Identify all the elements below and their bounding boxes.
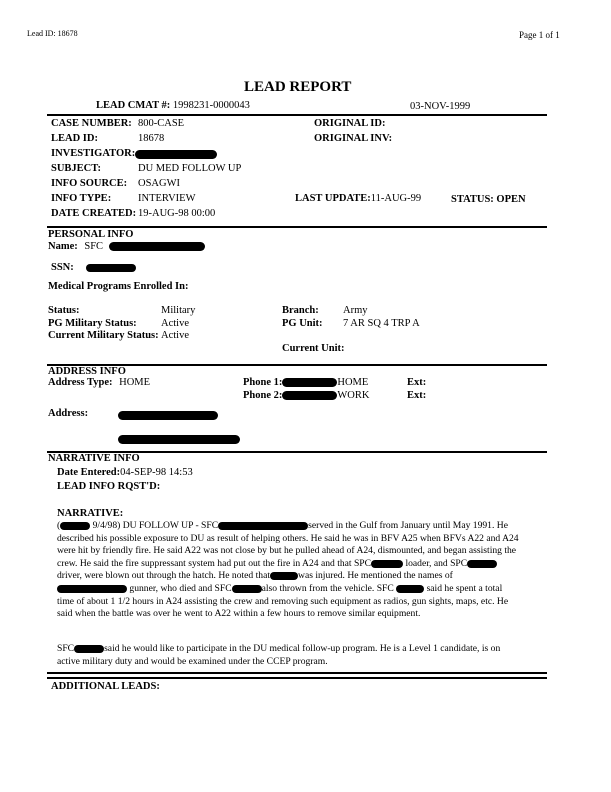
narrative-text: driver, were blown out through the hatch. He noted that xyxy=(57,570,271,582)
narrative-text: gunner, who died and SFC xyxy=(127,582,232,594)
status-mil-label: Status: xyxy=(48,305,80,316)
cmat-label: LEAD CMAT #: xyxy=(96,100,171,111)
top-rule xyxy=(47,114,547,116)
narrative-paragraph-1: ( 9/4/98) DU FOLLOW UP - SFC served in the Gulf from January until May 1991. He described his possible exposure to DU as result of helping others. He said he was in BFV A25 when BFVs A22 and A24 were hit by friendly fire. He said A22 was not close by but he pulled ahead of A24, dismounted, and began assisting the crew. He said the fire suppressant system had put out the fire in A24 and that SPC loader, and SPC driver, were blown out through the hatch. He noted that was injured. He mentioned the names of gunner, who died and SFC also thrown from the vehicle. SFC said he spent a total time of about 1 1/2 hours in A24 assisting the crew and removing such equipment as radios, gun sights, maps, etc. He said when the battle was over he went to A22 within a few hours to remove similar equipment. xyxy=(57,520,519,620)
address-redaction-2 xyxy=(118,434,240,445)
narrative-text: 9/4/98) DU FOLLOW UP - SFC xyxy=(90,520,219,531)
pg-status-value: Active xyxy=(161,318,189,329)
cmat-date: 03-NOV-1999 xyxy=(410,101,471,112)
original-id-label: ORIGINAL ID: xyxy=(314,118,386,129)
date-entered-label: Date Entered: xyxy=(57,467,121,478)
original-inv-label: ORIGINAL INV: xyxy=(314,133,393,144)
investigator-label: INVESTIGATOR: xyxy=(51,148,136,159)
info-type-label: INFO TYPE: xyxy=(51,193,112,204)
redaction xyxy=(232,585,262,593)
rule-personal xyxy=(47,226,547,228)
current-status-value: Active xyxy=(161,330,189,341)
report-title: LEAD REPORT xyxy=(244,79,352,95)
cmat-line xyxy=(96,100,250,111)
phone1-type: HOME xyxy=(337,377,369,388)
rqst-label: LEAD INFO RQST'D: xyxy=(57,481,161,492)
lead-id-header: Lead ID: 18678 xyxy=(27,29,78,38)
address-type-value: HOME xyxy=(119,377,151,388)
narrative-text: was injured. He mentioned the names of xyxy=(298,570,453,582)
redaction xyxy=(396,585,424,593)
narrative-paragraph-2 xyxy=(57,643,519,668)
redaction xyxy=(270,572,298,580)
last-update-value: 11-AUG-99 xyxy=(370,193,422,204)
branch-label: Branch: xyxy=(282,305,319,316)
rule-additional-2 xyxy=(47,677,547,679)
phone2-label: Phone 2: xyxy=(243,390,283,401)
phone2-redaction xyxy=(282,391,337,400)
lead-id-value: 18678 xyxy=(138,133,165,144)
info-type-value: INTERVIEW xyxy=(138,193,196,204)
address-type-label: Address Type: xyxy=(48,377,113,388)
ssn-redaction xyxy=(86,264,136,272)
address-type-line xyxy=(48,377,150,388)
rule-additional-1 xyxy=(47,672,547,674)
phone2-type: WORK xyxy=(337,390,370,401)
narrative-text: loader, and SPC xyxy=(403,557,468,569)
name-redaction xyxy=(109,242,205,251)
redaction xyxy=(218,522,308,530)
phone1-redaction xyxy=(282,378,337,387)
date-entered-line xyxy=(57,467,193,478)
date-entered-value: 04-SEP-98 14:53 xyxy=(120,467,193,478)
case-number-value: 800-CASE xyxy=(138,118,185,129)
status-label: STATUS: xyxy=(451,194,494,205)
narrative-text: also thrown from the vehicle. SFC xyxy=(261,582,397,594)
ext1-label: Ext: xyxy=(407,377,427,388)
ssn-label: SSN: xyxy=(51,262,74,273)
ext2-label: Ext: xyxy=(407,390,427,401)
date-created-label: DATE CREATED: xyxy=(51,208,137,219)
narrative-text: served in the Gulf from January until May 1991. He described his possible exposure to DU as result of helping others. He said he was in BFV A25 when BFVs A22 and A24 were hit by friendly fire. He said A22 was not close by but he pulled ahead of A24, dismounted, and began assisting the crew. He said the fire suppressant system had put out the fire in A24 and that SPC xyxy=(57,520,519,569)
last-update xyxy=(295,193,421,204)
programs-label: Medical Programs Enrolled In: xyxy=(48,281,189,292)
additional-leads-label: ADDITIONAL LEADS: xyxy=(51,681,160,692)
cmat-value: 1998231-0000043 xyxy=(172,100,250,111)
redaction xyxy=(60,522,90,530)
pg-unit-value: 7 AR SQ 4 TRP A xyxy=(343,318,420,329)
status-value: OPEN xyxy=(496,194,526,205)
redaction xyxy=(467,560,497,568)
pg-status-label: PG Military Status: xyxy=(48,318,137,329)
narrative-label: NARRATIVE: xyxy=(57,508,124,519)
phone2-line xyxy=(243,390,369,401)
page-indicator: Page 1 of 1 xyxy=(519,30,560,40)
address-section-title: ADDRESS INFO xyxy=(48,366,126,377)
narrative-text: said he would like to participate in the DU medical follow-up program. He is a Level 1 candidate, is on active military duty and would be examined under the CCEP program. xyxy=(57,643,501,667)
pg-unit-label: PG Unit: xyxy=(282,318,323,329)
name-label: Name: xyxy=(48,241,78,252)
subject-label: SUBJECT: xyxy=(51,163,101,174)
phone1-label: Phone 1: xyxy=(243,377,283,388)
lead-id-label: LEAD ID: xyxy=(51,133,98,144)
date-created-value: 19-AUG-98 00:00 xyxy=(138,208,216,219)
investigator-redaction xyxy=(135,149,217,160)
redaction xyxy=(57,585,127,593)
current-unit-label: Current Unit: xyxy=(282,343,345,354)
narrative-section-title: NARRATIVE INFO xyxy=(48,453,140,464)
narrative-text: SFC xyxy=(57,643,75,654)
narrative-text: said he spent a total time of about 1 1/2 hours in A24 assisting the crew and removing such equipment as radios, gun sights, maps, etc. He said when the battle was over he went to A22 within a few hours to remove similar equipment. xyxy=(57,582,509,620)
redaction xyxy=(371,560,403,568)
status-line xyxy=(451,194,526,205)
ssn-line xyxy=(51,262,136,273)
subject-value: DU MED FOLLOW UP xyxy=(138,163,242,174)
redaction xyxy=(74,645,104,653)
info-source-label: INFO SOURCE: xyxy=(51,178,128,189)
personal-section-title: PERSONAL INFO xyxy=(48,229,134,240)
info-source-value: OSAGWI xyxy=(138,178,180,189)
phone1-line xyxy=(243,377,368,388)
branch-value: Army xyxy=(343,305,368,316)
name-line xyxy=(48,241,205,252)
address-label: Address: xyxy=(48,408,89,419)
last-update-label: LAST UPDATE: xyxy=(295,193,371,204)
name-prefix: SFC xyxy=(84,241,104,252)
address-redaction-1 xyxy=(118,410,218,421)
case-number-label: CASE NUMBER: xyxy=(51,118,132,129)
status-mil-value: Military xyxy=(161,305,196,316)
current-status-label: Current Military Status: xyxy=(48,330,159,341)
